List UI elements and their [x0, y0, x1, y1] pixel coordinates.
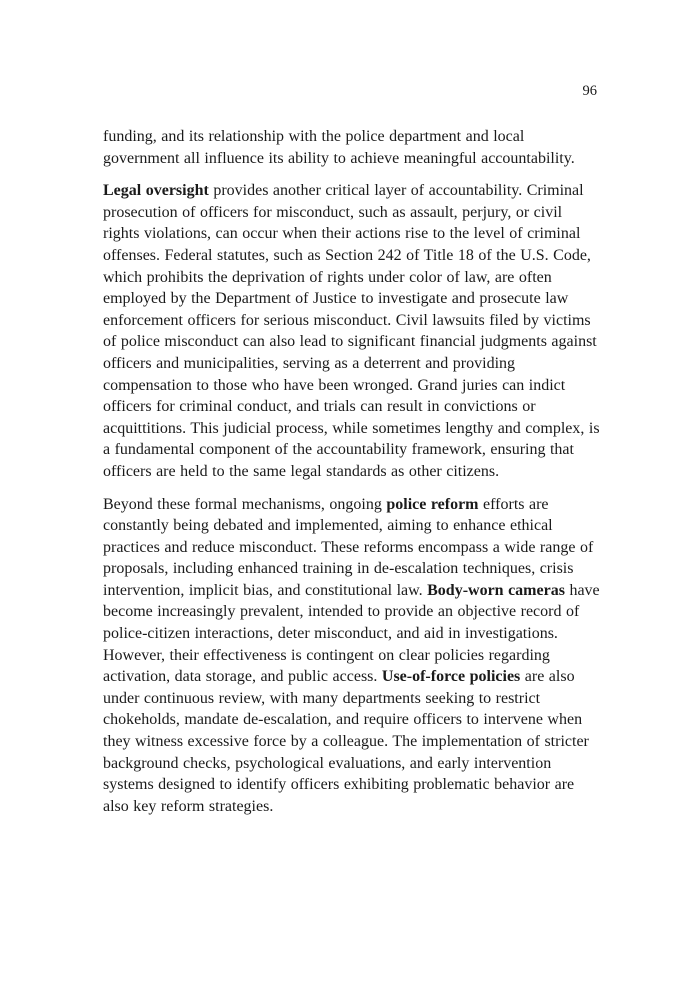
- paragraph: [103, 494, 600, 818]
- page-number: 96: [582, 83, 597, 99]
- text-run: funding, and its relationship with the police department and local government all influence its ability to achieve meaningful accountability.: [103, 128, 575, 167]
- page-content: [103, 126, 600, 817]
- text-run: efforts are constantly being debated and implemented, aiming to enhance ethical practices and reduce misconduct. These reforms encompass a wide range of proposals, including enhanced training in de-escalation techniques, crisis intervention, implicit bias, and constitutional law.: [103, 495, 594, 599]
- bold-text-run: Body-worn cameras: [427, 581, 565, 599]
- paragraph: [103, 180, 600, 482]
- bold-text-run: Legal oversight: [103, 182, 209, 200]
- bold-text-run: Use-of-force policies: [381, 668, 521, 686]
- paragraph: [103, 126, 600, 169]
- text-run: Beyond these formal mechanisms, ongoing: [103, 495, 387, 513]
- text-run: are also under continuous review, with many departments seeking to restrict chokeholds, mandate de-escalation, and require officers to intervene when they witness excessive force by a colleague. The implementation of stricter background checks, psychological evaluations, and early intervention systems designed to identify officers exhibiting problematic behavior are also key reform strategies.: [103, 668, 589, 815]
- text-run: provides another critical layer of accountability. Criminal prosecution of officers for misconduct, such as assault, perjury, or civil rights violations, can occur when their actions rise to the level of criminal offenses. Federal statutes, such as Section 242 of Title 18 of the U.S. Code, which prohibits the deprivation of rights under color of law, are often employed by the Department of Justice to investigate and prosecute law enforcement officers for serious misconduct. Civil lawsuits filed by victims of police misconduct can also lead to significant financial judgments against officers and municipalities, serving as a deterrent and providing compensation to those who have been wronged. Grand juries can indict officers for criminal conduct, and trials can result in convictions or acquittitions. This judicial process, while sometimes lengthy and complex, is a fundamental component of the accountability framework, ensuring that officers are held to the same legal standards as other citizens.: [103, 182, 600, 480]
- text-run: have become increasingly prevalent, intended to provide an objective record of police-citizen interactions, deter misconduct, and aid in investigations. However, their effectiveness is contingent on clear policies regarding activation, data storage, and public access.: [103, 581, 600, 686]
- bold-text-run: police reform: [386, 495, 479, 513]
